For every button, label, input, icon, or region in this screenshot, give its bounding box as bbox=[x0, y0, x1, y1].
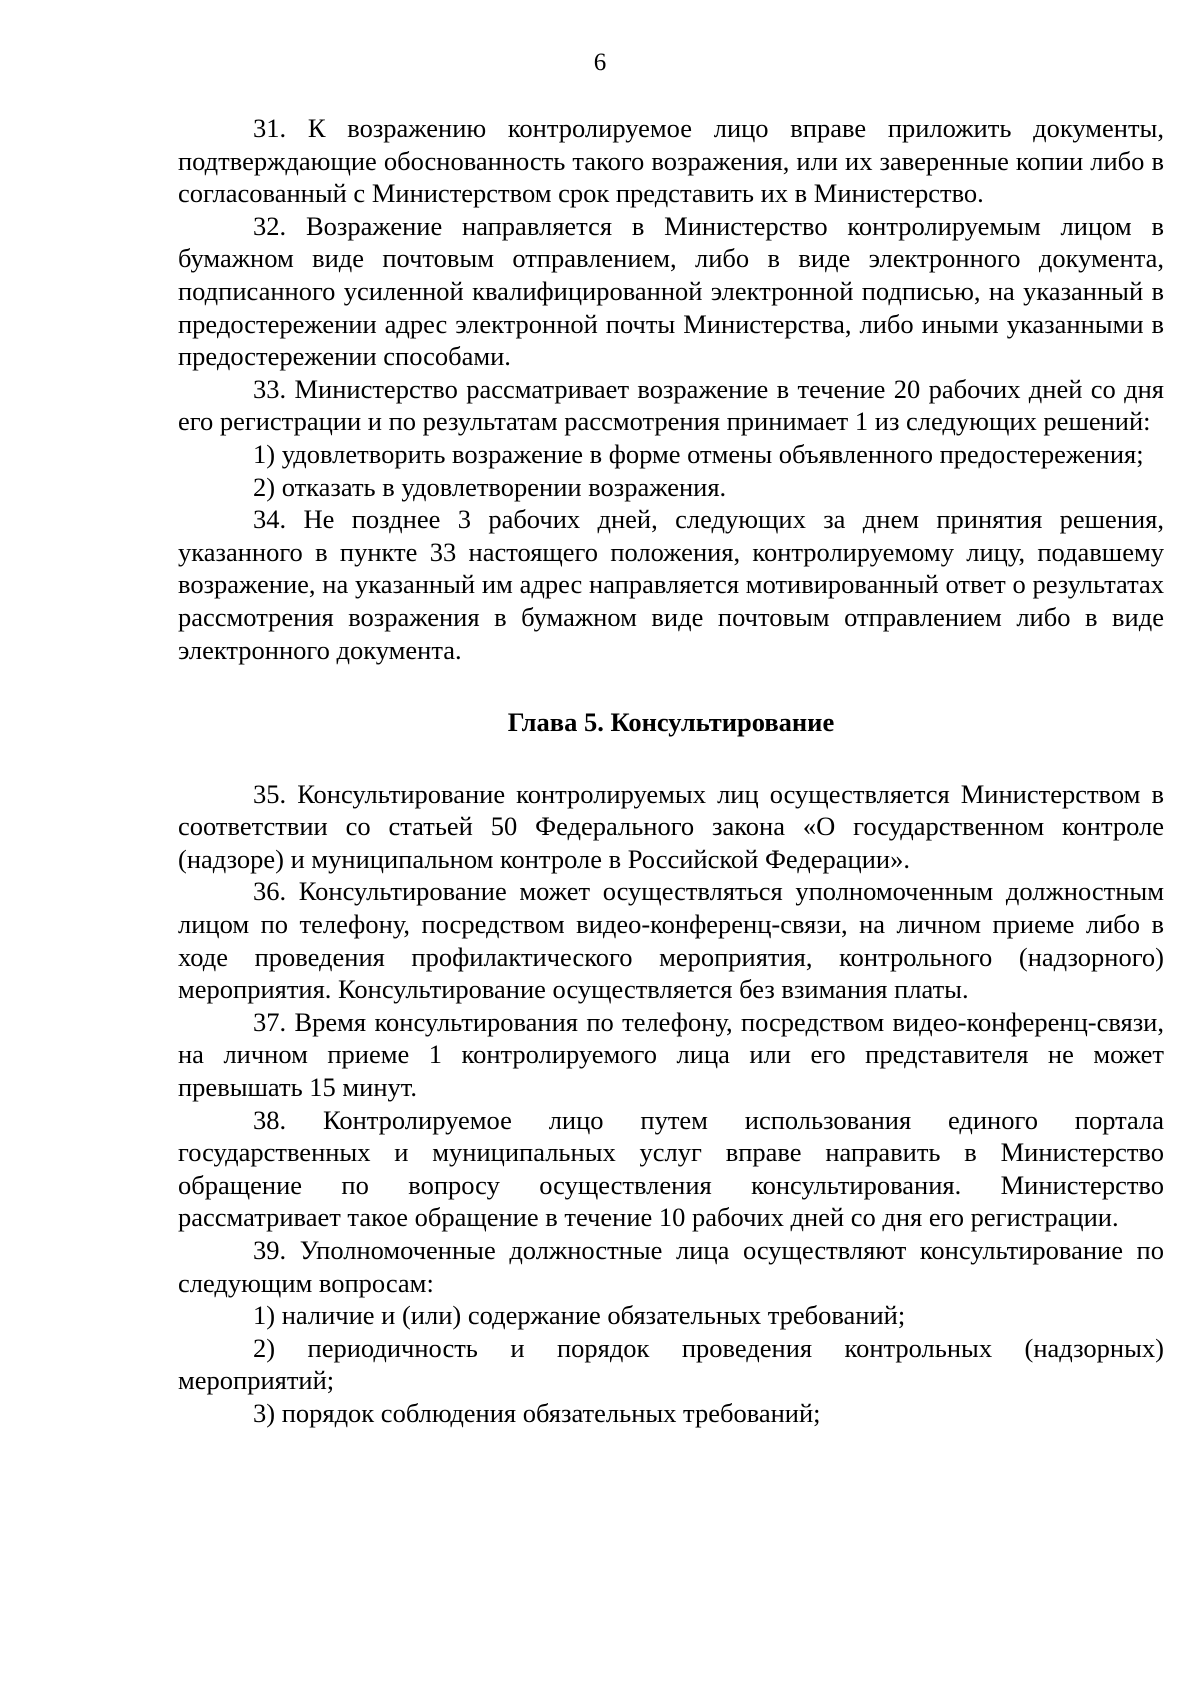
paragraph-39-item-3: 3) порядок соблюдения обязательных требований; bbox=[253, 1397, 821, 1428]
paragraph-34: 34. Не позднее 3 рабочих дней, следующих за днем принятия решения, указанного в пункте 33 настоящего положения, контролируемому лицу, подавшему возражение, на указанный им адрес направляется мотивированный ответ о результатах рассмотрения возражения в бумажном виде почтовым отправлением либо в виде электронного документа. bbox=[178, 504, 1164, 665]
paragraph-33-item-1: 1) удовлетворить возражение в форме отмены объявленного предостережения; bbox=[253, 438, 1144, 469]
paragraph-33-item-2: 2) отказать в удовлетворении возражения. bbox=[253, 471, 727, 502]
chapter-heading: Глава 5. Консультирование bbox=[507, 707, 835, 738]
paragraph-39-item-2: 2) периодичность и порядок проведения контрольных (надзорных) мероприятий; bbox=[178, 1332, 1164, 1396]
page-number: 6 bbox=[593, 49, 607, 76]
paragraph-37: 37. Время консультирования по телефону, посредством видео-конференц-связи, на личном приеме 1 контролируемого лица или его представителя не может превышать 15 минут. bbox=[178, 1006, 1164, 1103]
paragraph-39: 39. Уполномоченные должностные лица осуществляют консультирование по следующим вопросам: bbox=[178, 1235, 1164, 1298]
paragraph-31: 31. К возражению контролируемое лицо вправе приложить документы, подтверждающие обоснованность такого возражения, или их заверенные копии либо в согласованный с Министерством срок представить их в Министерство. bbox=[178, 113, 1164, 209]
paragraph-36: 36. Консультирование может осуществляться уполномоченным должностным лицом по телефону, посредством видео-конференц-связи, на личном приеме либо в ходе проведения профилактического мероприятия, контрольного (надзорного) мероприятия. Консультирование осуществляется без взимания платы. bbox=[178, 876, 1164, 1005]
paragraph-35: 35. Консультирование контролируемых лиц осуществляется Министерством в соответствии со статьей 50 Федерального закона «О государственном контроле (надзоре) и муниципальном контроле в Российской Федерации». bbox=[178, 778, 1164, 874]
paragraph-38: 38. Контролируемое лицо путем использования единого портала государственных и муниципальных услуг вправе направить в Министерство обращение по вопросу осуществления консультирования. Министерство рассматривает такое обращение в течение 10 рабочих дней со дня его регистрации. bbox=[178, 1104, 1164, 1233]
paragraph-39-item-1: 1) наличие и (или) содержание обязательных требований; bbox=[253, 1300, 906, 1331]
paragraph-32: 32. Возражение направляется в Министерство контролируемым лицом в бумажном виде почтовым отправлением, либо в виде электронного документа, подписанного усиленной квалифицированной электронной подписью, на указанный в предостережении адрес электронной почты Министерства, либо иными указанными в предостережении способами. bbox=[178, 210, 1164, 372]
document-body bbox=[178, 112, 1164, 1430]
paragraph-33: 33. Министерство рассматривает возражение в течение 20 рабочих дней со дня его регистрации и по результатам рассмотрения принимает 1 из следующих решений: bbox=[178, 373, 1164, 437]
